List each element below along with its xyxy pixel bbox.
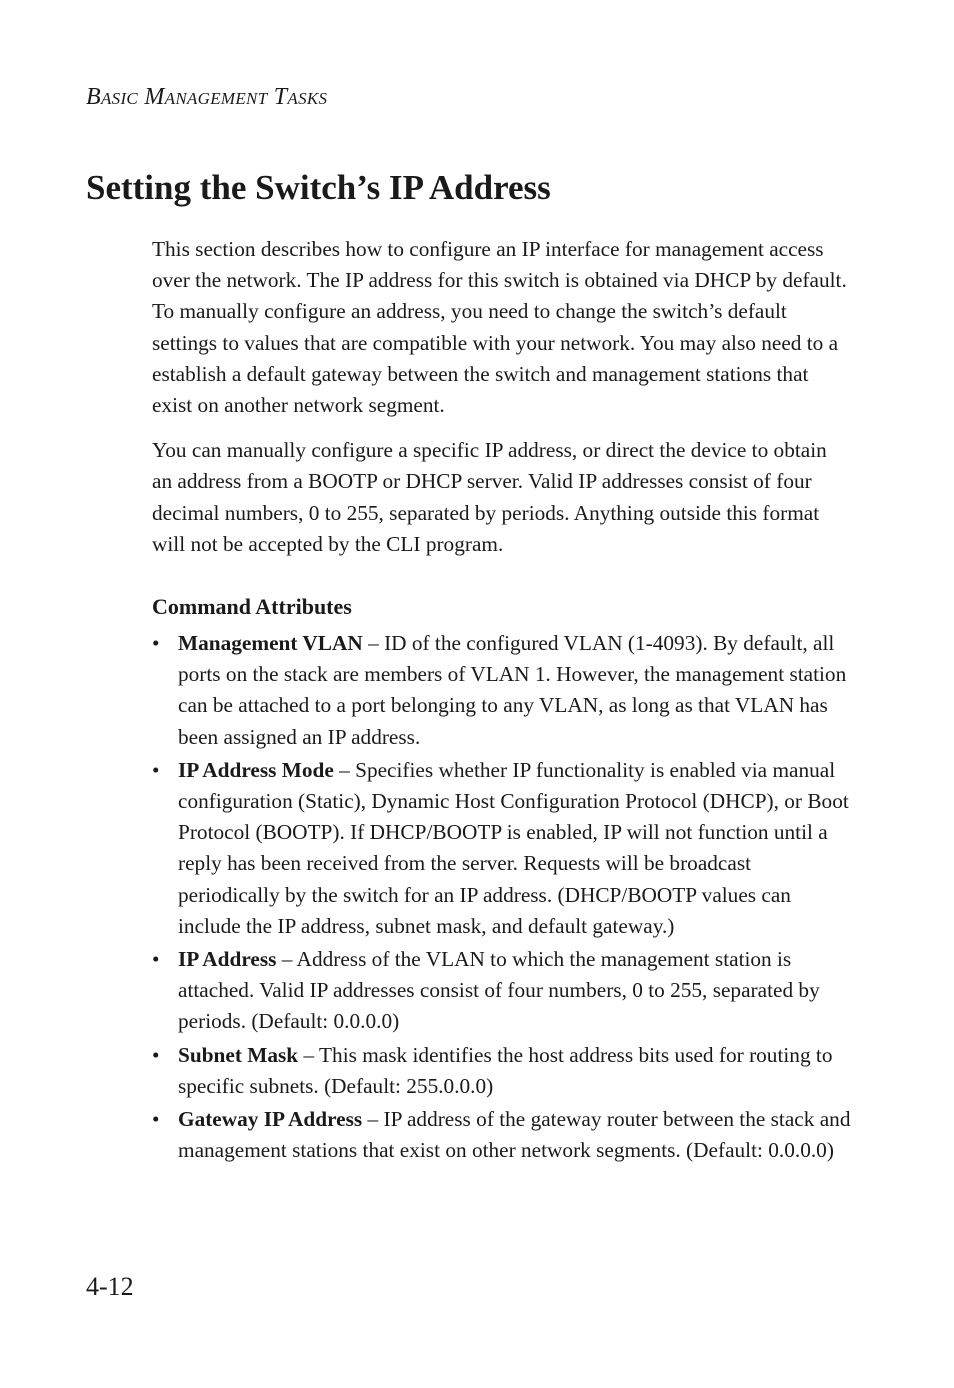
attribute-description: – IP address of the gateway router between the stack and management stations that exist on other network segments. (Default: 0.0.0.0) <box>178 1107 851 1163</box>
page-number: 4-12 <box>86 1272 134 1301</box>
bullet-icon: • <box>152 1042 160 1067</box>
running-header: Basic Management Tasks <box>86 84 328 110</box>
attribute-item-subnet-mask <box>152 1040 852 1102</box>
bullet-icon: • <box>152 947 160 972</box>
bullet-icon: • <box>152 631 160 656</box>
attribute-term: IP Address <box>178 947 277 972</box>
attribute-item-gateway-ip-address <box>152 1104 852 1166</box>
attribute-item-management-vlan <box>152 628 852 753</box>
attribute-term: Subnet Mask <box>178 1042 299 1067</box>
attribute-description: – Specifies whether IP functionality is enabled via manual configuration (Static), Dynamic Host Configuration Protocol (DHCP), or Boot Protocol (BOOTP). If DHCP/BOOTP is enabled, IP will not function until a reply has been received from the server. Requests will be broadcast periodically by the switch for an IP address. (DHCP/BOOTP values can include the IP address, subnet mask, and default gateway.) <box>178 757 849 938</box>
attribute-item-ip-address <box>152 944 852 1038</box>
attribute-term: Gateway IP Address <box>178 1107 363 1132</box>
attribute-list <box>152 628 852 1166</box>
bullet-icon: • <box>152 1107 160 1132</box>
attribute-item-ip-address-mode <box>152 755 852 942</box>
attribute-term: Management VLAN <box>178 631 363 656</box>
attribute-term: IP Address Mode <box>178 757 334 782</box>
command-attributes-heading: Command Attributes <box>152 594 352 620</box>
address-paragraph: You can manually configure a specific IP address, or direct the device to obtain an address from a BOOTP or DHCP server. Valid IP addresses consist of four decimal numbers, 0 to 255, separated by periods. Anything outside this format will not be accepted by the CLI program. <box>152 438 827 556</box>
intro-paragraph: This section describes how to configure an IP interface for management access over the network. The IP address for this switch is obtained via DHCP by default. To manually configure an address, you need to change the switch’s default settings to values that are compatible with your network. You may also need to a establish a default gateway between the switch and management stations that exist on another network segment. <box>152 237 847 418</box>
section-body <box>152 234 852 1168</box>
attribute-description: – Address of the VLAN to which the management station is attached. Valid IP addresses consist of four numbers, 0 to 255, separated by periods. (Default: 0.0.0.0) <box>178 947 820 1034</box>
attribute-description: – ID of the configured VLAN (1-4093). By default, all ports on the stack are members of VLAN 1. However, the management station can be attached to a port belonging to any VLAN, as long as that VLAN has been assigned an IP address. <box>178 631 847 749</box>
page-title: Setting the Switch’s IP Address <box>86 168 551 207</box>
attribute-description: – This mask identifies the host address bits used for routing to specific subnets. (Default: 255.0.0.0) <box>178 1042 833 1098</box>
bullet-icon: • <box>152 757 160 782</box>
